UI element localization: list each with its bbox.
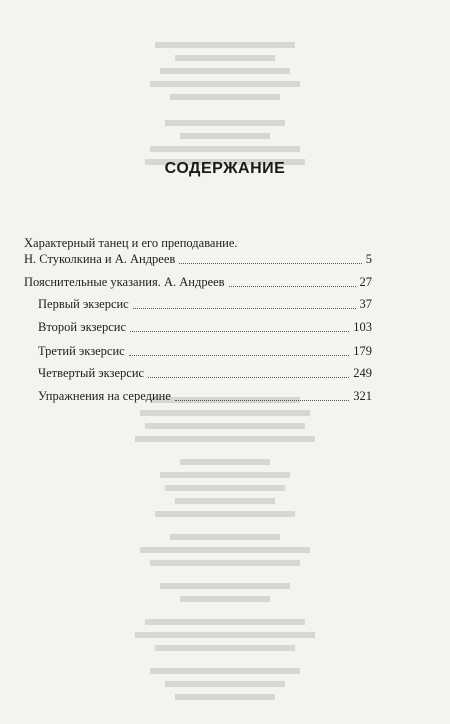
dot-leader <box>148 376 349 378</box>
toc-page-number: 103 <box>353 320 372 334</box>
toc-entry-label: Пояснительные указания. А. Андреев <box>24 275 225 289</box>
toc-page-number: 27 <box>359 275 372 289</box>
dot-leader <box>175 399 349 401</box>
toc-entry-label: Четвертый экзерсис <box>38 366 145 380</box>
dot-leader <box>133 307 356 309</box>
page-title: СОДЕРЖАНИЕ <box>164 160 286 177</box>
dot-leader <box>130 330 349 332</box>
toc-entry[interactable] <box>24 275 372 290</box>
bleed-through-block-lower <box>0 395 450 705</box>
toc-entry-label: Третий экзерсис <box>38 344 125 358</box>
toc-page-number: 37 <box>359 297 372 311</box>
toc-page-number: 321 <box>353 389 372 403</box>
toc-entry[interactable] <box>38 320 372 335</box>
toc-entry-label: Первый экзерсис <box>38 297 129 311</box>
toc-entry[interactable] <box>38 344 372 359</box>
toc-entry[interactable] <box>38 297 372 312</box>
dot-leader <box>179 262 361 264</box>
toc-entry[interactable] <box>38 389 372 404</box>
toc-entry[interactable] <box>24 252 372 267</box>
toc-page-number: 5 <box>365 252 372 266</box>
dot-leader <box>129 354 350 356</box>
toc-page-number: 249 <box>353 366 372 380</box>
toc-entry-label: Упражнения на середине <box>38 389 171 403</box>
dot-leader <box>229 285 356 287</box>
toc-page-number: 179 <box>353 344 372 358</box>
toc-entry-author: Н. Стуколкина и А. Андреев <box>24 252 176 266</box>
toc-entry-label: Второй экзерсис <box>38 320 126 334</box>
toc-entry-author: А. Андреев <box>163 275 225 289</box>
bleed-through-block-top <box>0 40 450 105</box>
toc-entry-title-line: Характерный танец и его преподавание. <box>24 236 238 250</box>
toc-entry[interactable] <box>38 366 372 381</box>
